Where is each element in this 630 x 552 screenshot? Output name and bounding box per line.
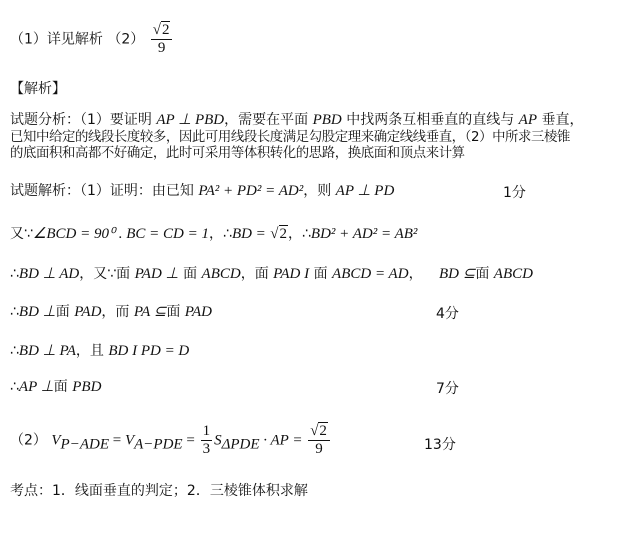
solution-step-2: 又∵∠BCD = 90⁰ . BC = CD = 1，∴BD = √2，∴BD² + AD² = AB² [10,226,418,242]
score-1: 1分 [503,185,526,201]
score-4: 4分 [436,306,459,322]
analysis-line-3: 的底面积和高都不好确定，此时可采用等体积转化的思路，换底面和顶点来计算 [10,146,465,161]
score-13: 13分 [424,437,456,453]
solution-step-3: ∴BD ⊥ AD，又∵面 PAD ⊥ 面 ABCD，面 PAD I 面 ABCD = AD， BD ⊆面 ABCD [10,266,533,282]
score-7: 7分 [436,381,459,397]
answer-part2-label: （2） [107,31,145,48]
solution-step-4: ∴BD ⊥面 PAD，而 PA ⊆面 PAD [10,304,213,320]
answer-fraction-den: 9 [157,40,166,56]
fraction-one-third: $\frac{1}{3}$ [202,423,211,457]
analysis-line-2: 已知中给定的线段长度较多，因此可用线段长度满足勾股定理来确定线线垂直，（2）中所求三棱锥 [10,130,571,145]
answer-fraction [151,22,173,57]
answer-part1: （1）详见解析 [10,31,103,48]
answer-line [10,22,174,57]
answer-fraction-num: √2 [151,22,173,40]
result-fraction: $\frac{√2}{9}$ [308,423,330,458]
sqrt-2: √2 [270,226,287,242]
analysis-line-1: 试题分析：（1）要证明 AP ⊥ PBD，需要在平面 PBD 中找两条互相垂直的直线与 AP 垂直， [10,112,584,128]
solution-step-5: ∴BD ⊥ PA，且 BD I PD = D [10,343,190,359]
jiexi-heading: 【解析】 [10,81,66,97]
solution-step-1: 试题解析：（1）证明：由已知 PA² + PD² = AD²，则 AP ⊥ PD [10,183,395,199]
kaodian-line: 考点：1．线面垂直的判定；2．三棱锥体积求解 [10,483,308,499]
solution-step-7: （2） $V_{P-ADE} = V_{A-PDE}$ = $\frac{1}{3}$ $S_{\Delta PDE}$ · AP = $\frac{√2}{9}$ [10,423,332,458]
solution-step-6: ∴AP ⊥面 PBD [10,379,102,395]
